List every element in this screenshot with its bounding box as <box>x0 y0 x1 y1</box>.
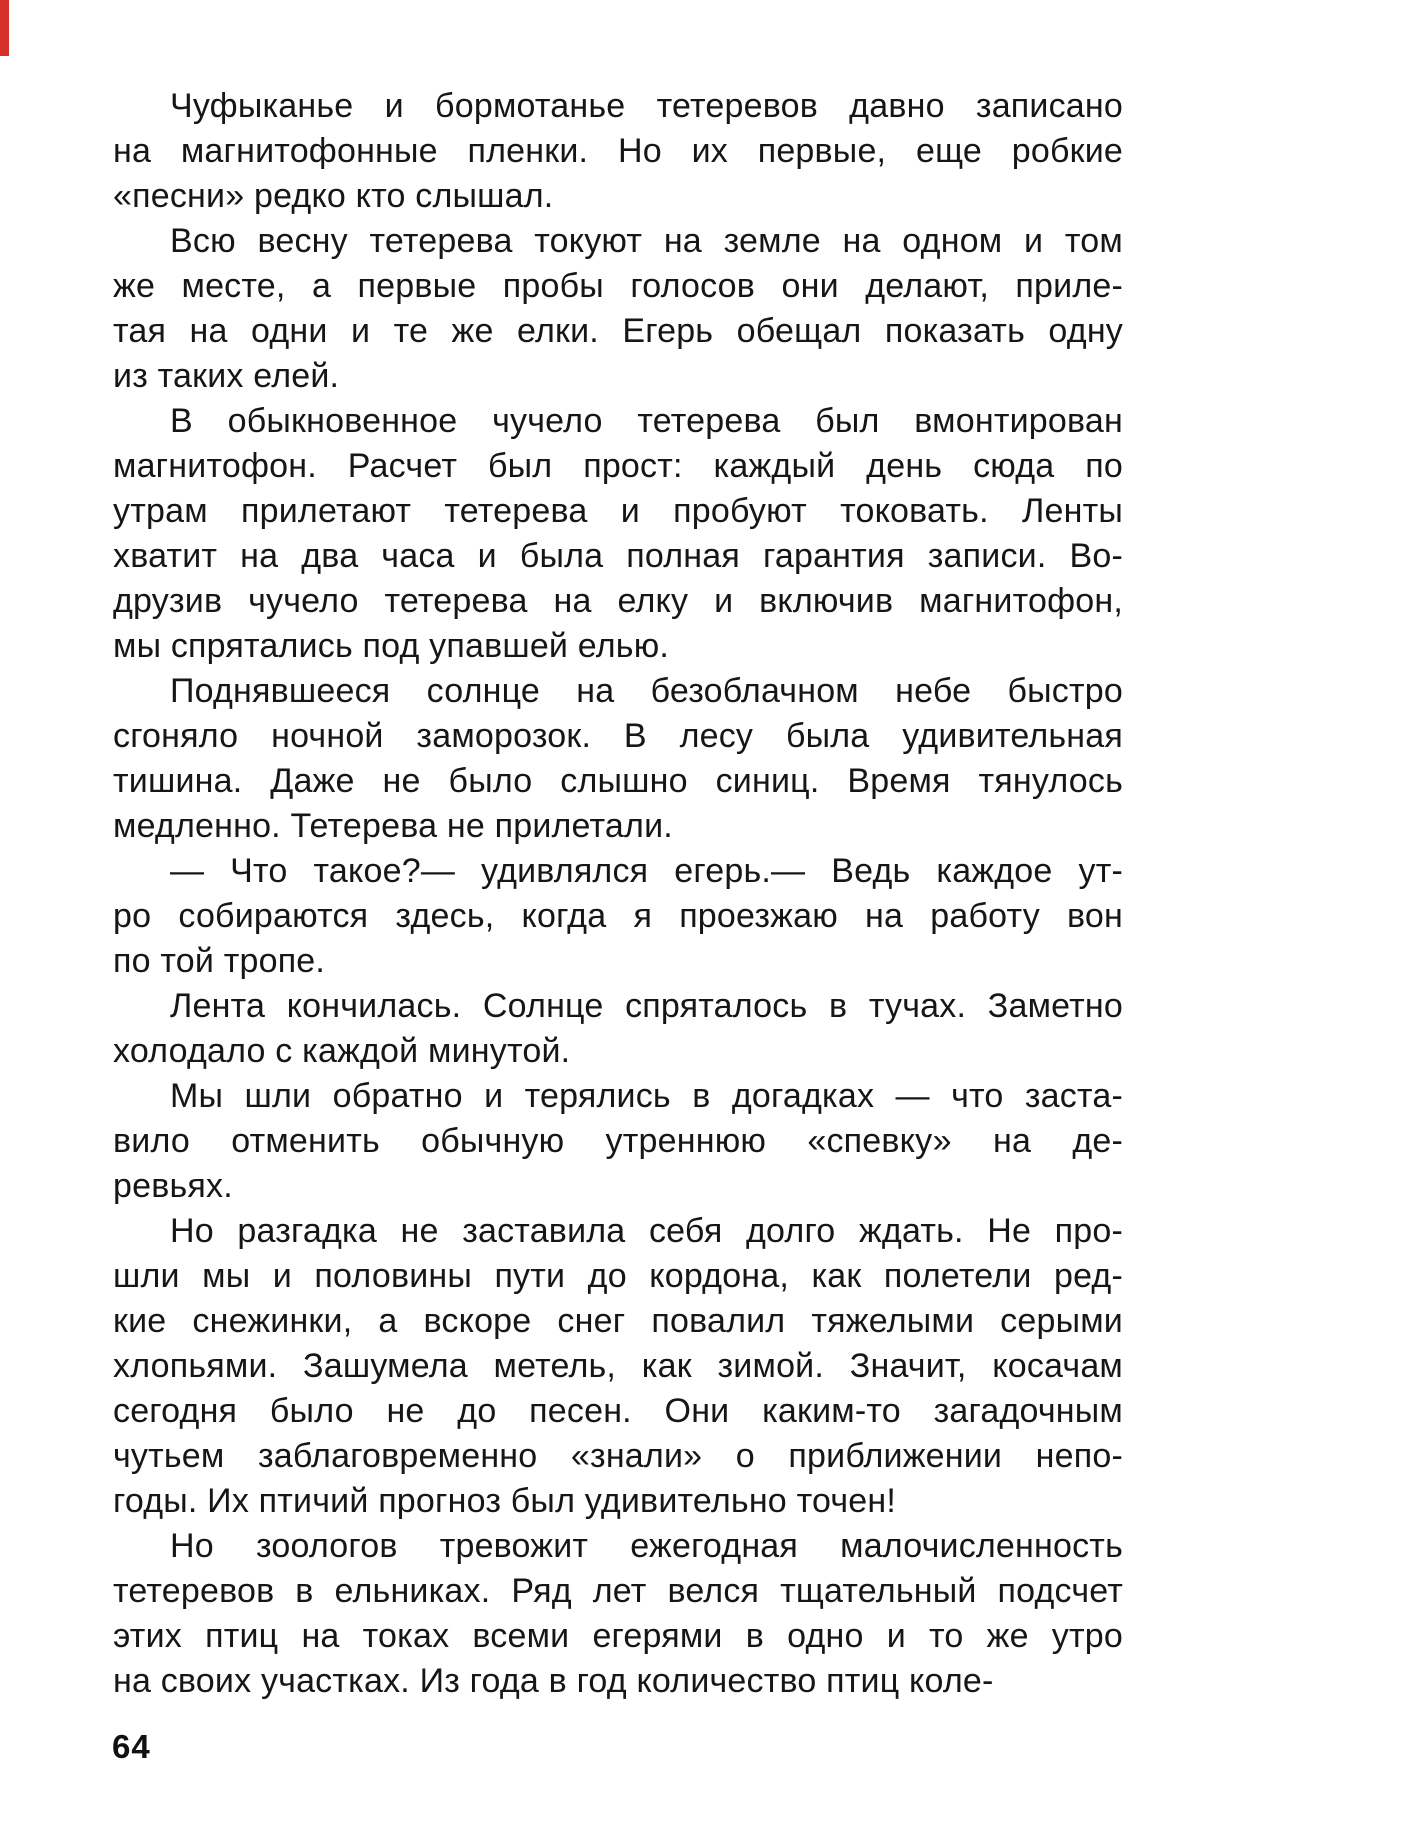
text-line: Чуфыканье и бормотанье тетеревов давно записано <box>170 87 1123 125</box>
text-line: Лента кончилась. Солнце спряталось в тучах. Заметно <box>170 987 1123 1025</box>
page-number: 64 <box>112 1728 151 1765</box>
text-line: медленно. Тетерева не прилетали. <box>113 807 673 845</box>
text-line: друзив чучело тетерева на елку и включив магнитофон, <box>113 582 1123 620</box>
text-line: же месте, а первые пробы голосов они делают, приле- <box>113 267 1123 305</box>
paragraph <box>113 1524 1123 1704</box>
text-line: хватит на два часа и была полная гарантия записи. Во- <box>113 537 1123 575</box>
text-line: тая на одни и те же елки. Егерь обещал показать одну <box>113 312 1123 350</box>
text-line: Поднявшееся солнце на безоблачном небе быстро <box>170 672 1123 710</box>
text-line: Всю весну тетерева токуют на земле на одном и том <box>170 222 1123 260</box>
text-line: по той тропе. <box>113 942 326 980</box>
text-line: утрам прилетают тетерева и пробуют токовать. Ленты <box>113 492 1123 530</box>
text-line: кие снежинки, а вскоре снег повалил тяжелыми серыми <box>113 1302 1123 1340</box>
text-line: шли мы и половины пути до кордона, как полетели ред- <box>113 1257 1123 1295</box>
text-line: хлопьями. Зашумела метель, как зимой. Значит, косачам <box>113 1347 1123 1385</box>
paragraph <box>113 1209 1123 1524</box>
text-line: — Что такое?— удивлялся егерь.— Ведь каждое ут- <box>170 852 1123 890</box>
text-line: на своих участках. Из года в год количество птиц коле- <box>113 1662 994 1700</box>
text-block <box>113 84 1123 1704</box>
text-line: сегодня было не до песен. Они каким-то загадочным <box>113 1392 1123 1430</box>
text-line: чутьем заблаговременно «знали» о приближении непо- <box>113 1437 1123 1475</box>
red-mark <box>0 0 9 56</box>
text-line: ро собираются здесь, когда я проезжаю на работу вон <box>113 897 1123 935</box>
paragraph <box>113 219 1123 399</box>
text-line: тетеревов в ельниках. Ряд лет велся тщательный подсчет <box>113 1572 1123 1610</box>
text-line: Но зоологов тревожит ежегодная малочисленность <box>170 1527 1123 1565</box>
paragraph <box>113 669 1123 849</box>
text-line: этих птиц на токах всеми егерями в одно и то же утро <box>113 1617 1123 1655</box>
text-line: мы спрятались под упавшей елью. <box>113 627 670 665</box>
text-line: Мы шли обратно и терялись в догадках — что заста- <box>170 1077 1123 1115</box>
text-line: вило отменить обычную утреннюю «спевку» на де- <box>113 1122 1123 1160</box>
paragraph <box>113 984 1123 1074</box>
text-line: на магнитофонные пленки. Но их первые, еще робкие <box>113 132 1123 170</box>
text-line: В обыкновенное чучело тетерева был вмонтирован <box>170 402 1123 440</box>
text-line: «песни» редко кто слышал. <box>113 177 554 215</box>
paragraph <box>113 1074 1123 1209</box>
text-line: тишина. Даже не было слышно синиц. Время тянулось <box>113 762 1123 800</box>
text-line: годы. Их птичий прогноз был удивительно точен! <box>113 1482 896 1520</box>
text-line: холодало с каждой минутой. <box>113 1032 571 1070</box>
paragraph <box>113 399 1123 669</box>
text-line: ревьях. <box>113 1167 233 1205</box>
text-line: из таких елей. <box>113 357 340 395</box>
text-line: Но разгадка не заставила себя долго ждать. Не про- <box>170 1212 1123 1250</box>
text-line: магнитофон. Расчет был прост: каждый день сюда по <box>113 447 1123 485</box>
paragraph <box>113 84 1123 219</box>
text-line: сгоняло ночной заморозок. В лесу была удивительная <box>113 717 1123 755</box>
paragraph <box>113 849 1123 984</box>
